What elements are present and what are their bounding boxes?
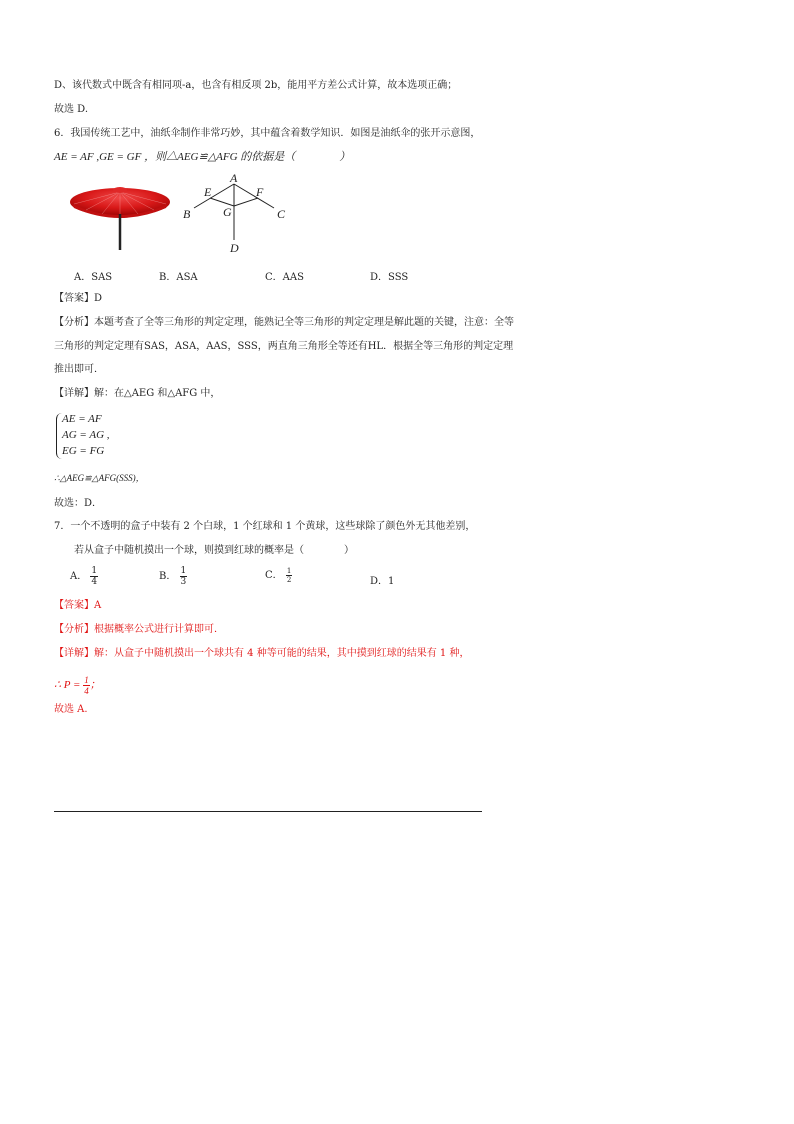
q6-option-a: A．SAS (74, 272, 113, 283)
q7-analysis: 【分析】根据概率公式进行计算即可． (54, 624, 224, 635)
q6-answer: 【答案】D (54, 293, 103, 304)
q7-option-d (370, 572, 394, 587)
q7-option-b (159, 566, 187, 587)
geometry-figure (176, 168, 296, 260)
label-f: F (256, 185, 264, 199)
q6-stem-line2: AE = AF ,GE = GF ，则△AEG≌△AFG 的依据是（ ） (54, 151, 351, 163)
q6-choose: 故选：D． (54, 498, 103, 509)
q7-option-c (265, 566, 292, 584)
umbrella-image (66, 178, 174, 252)
equation-1: AE = AF (62, 413, 102, 425)
label-c: C (277, 207, 286, 221)
q5-choose: 故选 D. (54, 104, 89, 115)
fraction-one-third: $\frac{1}{3}$ (180, 566, 187, 587)
q7-result (54, 675, 101, 696)
q7-option-a (70, 566, 98, 587)
divider-line (54, 811, 482, 812)
q7-detail: 【详解】解：从盒子中随机摸出一个球共有 4 种等可能的结果，其中摸到红球的结果有 1 种， (54, 648, 470, 659)
q6-stem-line1: 6．我国传统工艺中，油纸伞制作非常巧妙，其中蕴含着数学知识．如图是油纸伞的张开示意图， (54, 128, 481, 139)
label-e: E (204, 185, 212, 199)
q6-detail: 【详解】解：在△AEG 和△AFG 中， (54, 388, 221, 399)
q7-option-d-label: D． (370, 576, 389, 587)
fraction-one-half: $\frac{1}{2}$ (286, 567, 292, 584)
q6-analysis-line1: 【分析】本题考查了全等三角形的判定定理，能熟记全等三角形的判定定理是解此题的关键，注意：全等 (54, 317, 514, 328)
q7-option-b-label: B． (159, 571, 177, 582)
fraction-result: $\frac{1}{4}$ (84, 675, 89, 696)
label-b: B (183, 207, 191, 221)
q6-option-c: C．AAS (265, 272, 304, 283)
q7-result-prefix: ∴ P = (54, 679, 81, 692)
q7-option-c-label: C． (265, 570, 283, 581)
equation-3: EG = FG (62, 445, 105, 457)
q7-result-suffix: ； (89, 679, 101, 692)
equation-2: AG = AG , (62, 429, 110, 441)
label-g: G (223, 205, 232, 219)
q7-choose: 故选 A. (54, 704, 88, 715)
q6-analysis-line2: 三角形的判定定理有SAS，ASA，AAS，SSS，两直角三角形全等还有HL．根据全等三角形的判定定理 (54, 341, 514, 352)
q7-option-d-value: 1 (388, 576, 395, 587)
q6-analysis-line3: 推出即可． (54, 364, 104, 375)
q7-stem-line1: 7．一个不透明的盒子中装有 2 个白球，1 个红球和 1 个黄球，这些球除了颜色外无其他差别， (54, 521, 476, 532)
q7-stem-line2: 若从盒子中随机摸出一个球，则摸到红球的概率是（ ） (74, 545, 354, 556)
q6-option-b: B．ASA (159, 272, 198, 283)
label-d: D (230, 241, 239, 255)
label-a: A (230, 171, 238, 185)
q6-conclusion: ∴△AEG≌△AFG(SSS)， (54, 473, 145, 483)
q7-answer: 【答案】A (54, 600, 102, 611)
q5-option-d-explanation: D、该代数式中既含有相同项-a，也含有相反项 2b，能用平方差公式计算，故本选项正确； (54, 80, 458, 91)
q6-option-d: D．SSS (370, 272, 409, 283)
fraction-one-quarter: $\frac{1}{4}$ (91, 566, 98, 587)
q7-option-a-label: A． (70, 571, 88, 582)
